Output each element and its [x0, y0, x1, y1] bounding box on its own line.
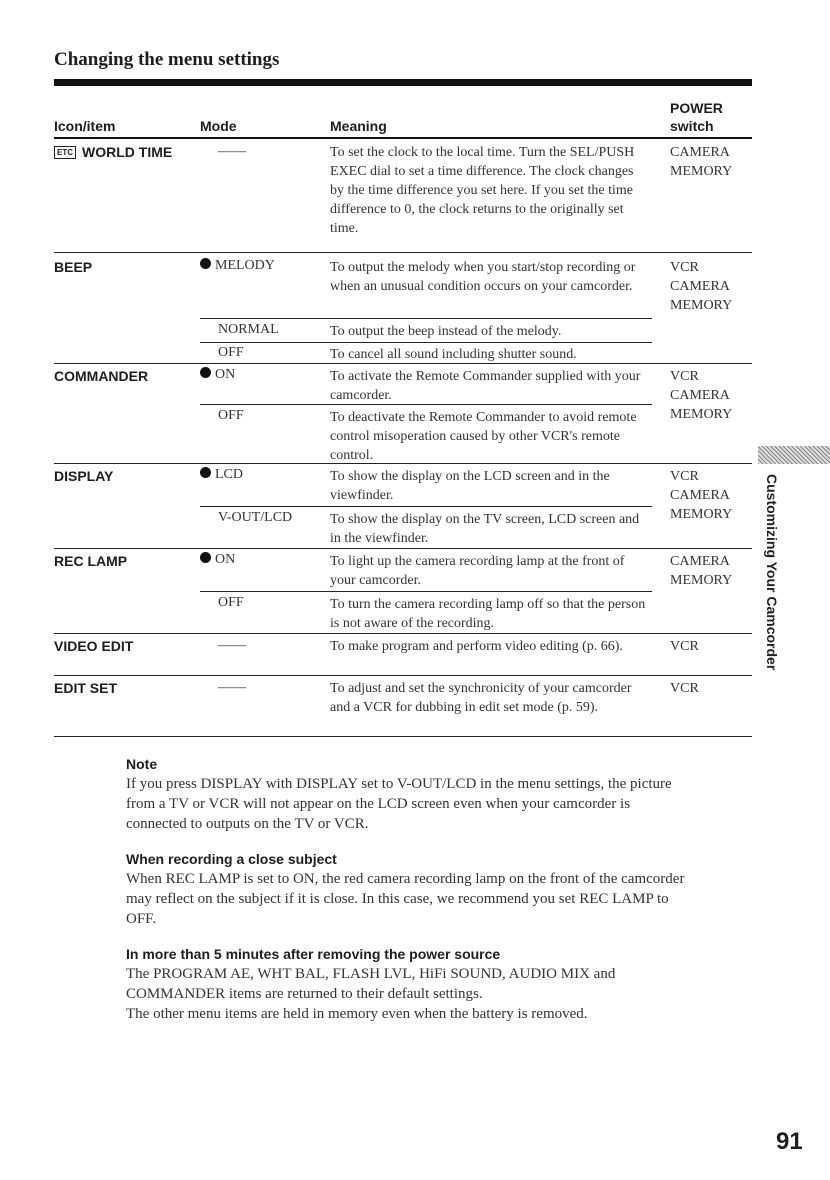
table-row-display: [54, 468, 113, 484]
title-rule: [54, 79, 752, 86]
mode-rule: [200, 342, 652, 343]
switch-value: CAMERA: [670, 554, 730, 569]
table-row-commander: [54, 368, 148, 384]
mode-label: V-OUT/LCD: [218, 510, 293, 525]
switch-list: [670, 143, 732, 181]
meaning-text: To output the beep instead of the melody.: [330, 324, 562, 339]
switch-value: CAMERA: [670, 388, 730, 403]
meaning-text: To show the display on the LCD screen and in the viewfinder.: [330, 469, 610, 503]
header-switch-line1: POWER: [670, 100, 723, 116]
item-label: BEEP: [54, 259, 93, 275]
switch-value: MEMORY: [670, 507, 733, 522]
mode-rule: [200, 506, 652, 507]
header-meaning: Meaning: [330, 118, 387, 134]
switch-list: [670, 637, 699, 656]
meaning-text: To make program and perform video editing (p. 66).: [330, 639, 623, 654]
mode-label: MELODY: [215, 258, 275, 273]
close-subject-heading: When recording a close subject: [126, 851, 337, 867]
switch-value: MEMORY: [670, 164, 733, 179]
mode-label: OFF: [218, 595, 244, 610]
item-label: REC LAMP: [54, 553, 128, 569]
power-removed-text-2: The other menu items are held in memory even when the battery is removed.: [126, 1006, 588, 1022]
default-dot-icon: [200, 467, 211, 478]
switch-value: VCR: [670, 681, 699, 696]
table-row-edit-set: [54, 680, 117, 696]
item-label: VIDEO EDIT: [54, 638, 134, 654]
side-tab-marker: [758, 446, 830, 464]
default-dot-icon: [200, 367, 211, 378]
switch-value: MEMORY: [670, 573, 733, 588]
mode-rule: [200, 591, 652, 592]
switch-list: [670, 679, 699, 698]
header-switch-line2: switch: [670, 118, 714, 134]
switch-list: [670, 367, 732, 424]
mode-label: OFF: [218, 345, 244, 360]
page-title: Changing the menu settings: [54, 49, 280, 70]
etc-icon: ETC: [54, 146, 76, 159]
table-row-world-time: [54, 144, 172, 160]
switch-list: [670, 258, 732, 315]
mode-label: ON: [215, 552, 236, 567]
item-label: EDIT SET: [54, 680, 118, 696]
meaning-text: To deactivate the Remote Commander to avoid remote control misoperation caused by other VCR's remote control.: [330, 410, 637, 463]
switch-value: VCR: [670, 469, 699, 484]
mode-label: ——: [218, 638, 246, 653]
switch-value: MEMORY: [670, 407, 733, 422]
table-row-video-edit: [54, 638, 133, 654]
close-subject-text: When REC LAMP is set to ON, the red camera recording lamp on the front of the camcorder may reflect on the subject if it is close. In this case, we recommend you set REC LAMP to OFF.: [126, 871, 685, 927]
meaning-text: To set the clock to the local time. Turn the SEL/PUSH EXEC dial to set a time difference. The clock changes by the time difference you set here. If you set the time difference to 0, the clock returns to the originally set time.: [330, 145, 635, 236]
item-label: DISPLAY: [54, 468, 114, 484]
header-rule: [54, 137, 752, 139]
header-mode: Mode: [200, 118, 237, 134]
meaning-text: To output the melody when you start/stop recording or when an unusual condition occurs on your camcorder.: [330, 260, 636, 294]
row-rule: [54, 363, 752, 364]
meaning-text: To show the display on the TV screen, LCD screen and in the viewfinder.: [330, 512, 640, 546]
page-number: 91: [776, 1128, 803, 1155]
switch-value: CAMERA: [670, 279, 730, 294]
default-dot-icon: [200, 258, 211, 269]
default-dot-icon: [200, 552, 211, 563]
mode-rule: [200, 404, 652, 405]
meaning-text: To activate the Remote Commander supplied with your camcorder.: [330, 369, 641, 403]
switch-list: [670, 467, 732, 524]
switch-value: MEMORY: [670, 298, 733, 313]
meaning-text: To light up the camera recording lamp at the front of your camcorder.: [330, 554, 625, 588]
switch-value: VCR: [670, 369, 699, 384]
mode-label: LCD: [215, 467, 243, 482]
table-bottom-rule: [54, 736, 752, 737]
mode-rule: [200, 318, 652, 319]
mode-label: ON: [215, 367, 236, 382]
power-removed-text-1: The PROGRAM AE, WHT BAL, FLASH LVL, HiFi SOUND, AUDIO MIX and COMMANDER items are returned to their default settings.: [126, 966, 616, 1002]
mode-default: [200, 467, 243, 483]
mode-label: ——: [218, 680, 246, 695]
mode-default: [200, 367, 235, 383]
item-label: WORLD TIME: [82, 144, 173, 160]
note-text: If you press DISPLAY with DISPLAY set to V-OUT/LCD in the menu settings, the picture from a TV or VCR will not appear on the LCD screen even when your camcorder is connected to outputs on the TV or VCR.: [126, 776, 672, 832]
table-row-rec-lamp: [54, 553, 127, 569]
power-removed-heading: In more than 5 minutes after removing the power source: [126, 946, 501, 962]
mode-label: OFF: [218, 408, 244, 423]
side-tab-label: Customizing Your Camcorder: [764, 474, 780, 671]
table-row-beep: [54, 259, 92, 275]
switch-list: [670, 552, 732, 590]
row-rule: [54, 463, 752, 464]
meaning-text: To cancel all sound including shutter sound.: [330, 347, 577, 362]
switch-value: CAMERA: [670, 488, 730, 503]
header-item: Icon/item: [54, 118, 116, 134]
row-rule: [54, 252, 752, 253]
meaning-text: To turn the camera recording lamp off so that the person is not aware of the recording.: [330, 597, 646, 631]
switch-value: CAMERA: [670, 145, 730, 160]
note-heading: Note: [126, 756, 158, 772]
mode-label: ——: [218, 144, 246, 159]
mode-default: [200, 258, 275, 274]
meaning-text: To adjust and set the synchronicity of your camcorder and a VCR for dubbing in edit set mode (p. 59).: [330, 681, 632, 715]
row-rule: [54, 633, 752, 634]
mode-label: NORMAL: [218, 322, 279, 337]
row-rule: [54, 548, 752, 549]
mode-default: [200, 552, 235, 568]
switch-value: VCR: [670, 260, 699, 275]
item-label: COMMANDER: [54, 368, 149, 384]
switch-value: VCR: [670, 639, 699, 654]
row-rule: [54, 675, 752, 676]
